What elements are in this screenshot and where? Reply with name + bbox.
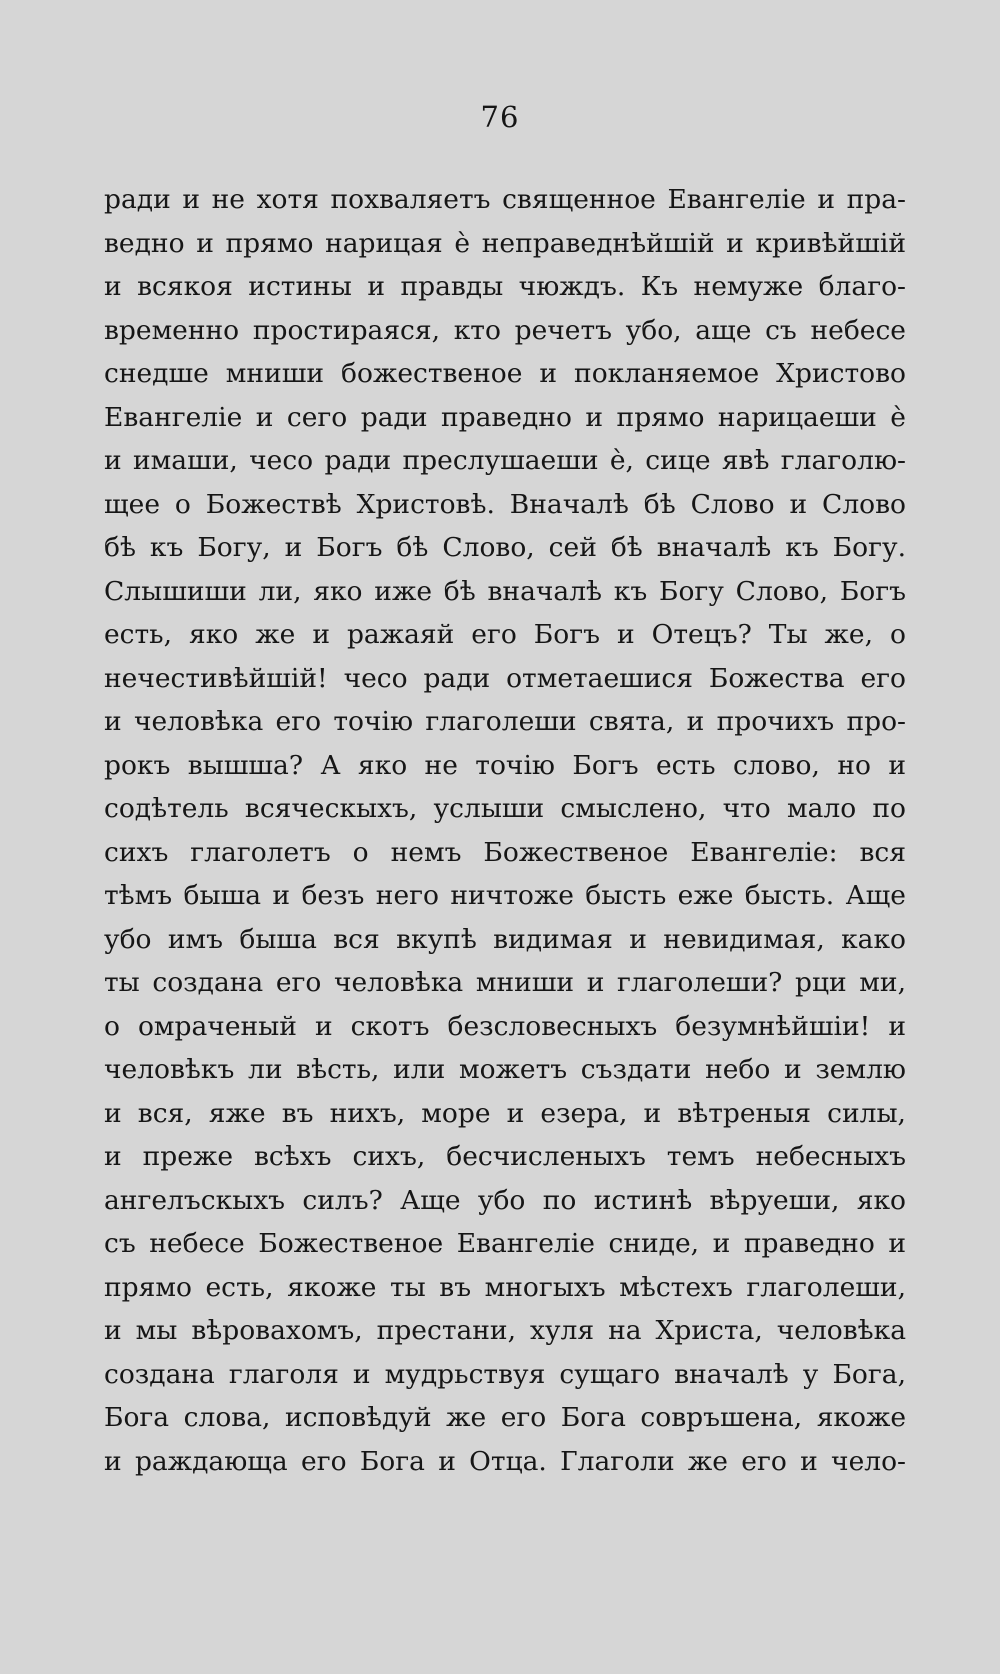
- text-line: и имаши, чесо ради преслушаеши ѐ, сице явѣ глаголю-: [104, 445, 906, 476]
- text-line: человѣкъ ли вѣсть, или можетъ създати небо и землю: [104, 1054, 906, 1085]
- text-line: прямо есть, якоже ты въ многыхъ мѣстехъ глаголеши,: [104, 1271, 906, 1303]
- text-line: ангелъскыхъ силъ? Аще убо по истинѣ вѣруеши, яко: [104, 1184, 906, 1216]
- text-line: о омраченый и скотъ безсловесныхъ безумнѣйшіи! и: [104, 1010, 906, 1042]
- text-line: рокъ вышша? А яко не точію Богъ есть слово, но и: [104, 749, 906, 781]
- text-line: создана глаголя и мудрьствуя сущаго вначалѣ у Бога,: [104, 1358, 906, 1390]
- text-line: ты создана его человѣка мниши и глаголеши? рци ми,: [104, 967, 906, 998]
- body-text: [104, 178, 906, 1483]
- text-line: Слышиши ли, яко иже бѣ вначалѣ къ Богу Слово, Богъ: [104, 575, 906, 607]
- text-line: съ небесе Божественое Евангеліе сниде, и праведно и: [104, 1228, 906, 1259]
- text-line: временно простираяся, кто речетъ убо, аще съ небесе: [104, 314, 906, 346]
- text-line: и преже всѣхъ сихъ, бесчисленыхъ темъ небесныхъ: [104, 1141, 906, 1172]
- text-line: ради и не хотя похваляетъ священное Евангеліе и пра-: [104, 184, 906, 215]
- text-line: сихъ глаголетъ о немъ Божественое Евангеліе: вся: [104, 836, 906, 868]
- text-line: содѣтель всяческыхъ, услыши смыслено, что мало по: [104, 793, 906, 824]
- text-line: убо имъ быша вся вкупѣ видимая и невидимая, како: [104, 923, 906, 955]
- text-line: и всякоя истины и правды чюждъ. Къ немуже благо-: [104, 271, 906, 302]
- text-line: тѣмъ быша и безъ него ничтоже бысть еже бысть. Аще: [104, 880, 906, 911]
- text-line: нечестивѣйшій! чесо ради отметаешися Божества его: [104, 662, 906, 694]
- text-line: и мы вѣровахомъ, престани, хуля на Христа, человѣка: [104, 1315, 906, 1346]
- text-line: и раждающа его Бога и Отца. Глаголи же его и чело-: [104, 1445, 906, 1477]
- text-line: бѣ къ Богу, и Богъ бѣ Слово, сей бѣ вначалѣ къ Богу.: [104, 532, 906, 563]
- text-line: Бога слова, исповѣдуй же его Бога совръшена, якоже: [104, 1402, 906, 1433]
- page-number: 76: [480, 100, 520, 134]
- text-line: и вся, яже въ нихъ, море и езера, и вѣтреныя силы,: [104, 1097, 906, 1129]
- text-line: снедше мниши божественое и покланяемое Христово: [104, 358, 906, 389]
- text-line: ведно и прямо нарицая ѐ неправеднѣйшій и кривѣйшій: [104, 227, 906, 259]
- text-line: щее о Божествѣ Христовѣ. Вначалѣ бѣ Слово и Слово: [104, 488, 906, 520]
- text-line: есть, яко же и ражаяй его Богъ и Отецъ? Ты же, о: [104, 619, 906, 650]
- text-line: Евангеліе и сего ради праведно и прямо нарицаеши ѐ: [104, 401, 906, 433]
- text-line: и человѣка его точію глаголеши свята, и прочихъ про-: [104, 706, 906, 737]
